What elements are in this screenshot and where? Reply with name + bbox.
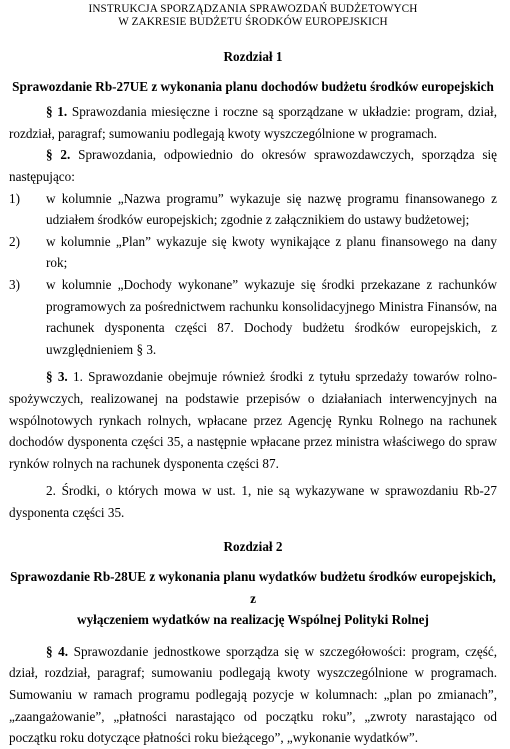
- section-3-sign: § 3.: [46, 369, 68, 385]
- section-3-p1-text: 1. Sprawozdanie obejmuje również środki z tytułu sprzedaży towarów rolno-spożywczych, realizowanej na podstawie przepisów o działaniach interwencyjnych na wspólnotowych rynkach rolnych, wpłacane przez Agencję Rynku Rolnego na rachunek dochodów dysponenta części 35, a następnie wpłacane przez ministra właściwego do spraw rynków rolnych na rachunek dysponenta części 87.: [9, 369, 498, 471]
- running-header: [9, 0, 497, 28]
- section-2-sign: § 2.: [46, 147, 71, 163]
- section-2-intro-text: Sprawozdania, odpowiednio do okresów sprawozdawczych, sporządza się następująco:: [9, 147, 498, 184]
- list-item-text: w kolumnie „Plan” wykazuje się kwoty wynikające z planu finansowego na dany rok;: [46, 233, 497, 271]
- chapter-1-title: Sprawozdanie Rb-27UE z wykonania planu dochodów budżetu środków europejskich: [12, 78, 494, 94]
- list-item: [9, 188, 497, 231]
- list-item-text: w kolumnie „Nazwa programu” wykazuje się nazwę programu finansowanego z udziałem środków europejskich; zgodnie z załącznikiem do ustawy budżetowej;: [46, 190, 497, 228]
- section-3-paragraph-1: [9, 366, 497, 474]
- section-2-intro: [9, 144, 497, 187]
- chapter-2-label: Rozdział 2: [223, 539, 283, 555]
- section-1-paragraph: [9, 101, 497, 144]
- section-3-paragraph-2: 2. Środki, o których mowa w ust. 1, nie są wykazywane w sprawozdaniu Rb-27 dysponenta części 35.: [9, 483, 497, 520]
- section-4-paragraph: [9, 641, 497, 749]
- list-item: [9, 274, 497, 360]
- section-1-sign: § 1.: [46, 104, 68, 120]
- chapter-2-title-line-2: wyłączeniem wydatków na realizację Wspólnej Polityki Rolnej: [77, 612, 429, 628]
- chapter-2-title: [9, 566, 497, 631]
- list-item-number: 3): [9, 276, 20, 292]
- section-4-sign: § 4.: [46, 643, 69, 659]
- section-1-text: Sprawozdania miesięczne i roczne są sporządzane w układzie: program, dział, rozdział, paragraf; sumowaniu podlegają kwoty wyszczególnione w programach.: [9, 104, 497, 141]
- list-item: [9, 231, 497, 274]
- chapter-2-title-line-1: Sprawozdanie Rb-28UE z wykonania planu wydatków budżetu środków europejskich, z: [10, 569, 496, 606]
- header-line-2: W ZAKRESIE BUDŻETU ŚRODKÓW EUROPEJSKICH: [118, 15, 388, 28]
- list-item-text: w kolumnie „Dochody wykonane” wykazuje się środki przekazane z rachunków programowych za pośrednictwem rachunku konsolidacyjnego Ministra Finansów, na rachunek dysponenta części 87. Dochody budżetu środków europejskich, z uwzględnieniem § 3.: [46, 276, 497, 357]
- list-item-number: 2): [9, 233, 20, 249]
- chapter-1-label: Rozdział 1: [223, 49, 283, 64]
- header-line-1: INSTRUKCJA SPORZĄDZANIA SPRAWOZDAŃ BUDŻETOWYCH: [88, 3, 418, 15]
- list-item-number: 1): [9, 190, 20, 206]
- section-4-text: Sprawozdanie jednostkowe sporządza się w szczegółowości: program, część, dział, rozdział, paragraf; sumowaniu podlegają kwoty wyszczególnione w programach. Sumowaniu w ramach programu podlegają pozycje w kolumnach: „plan po zmianach”, „zaangażowanie”, „płatności narastająco od początku roku”, „zwroty narastająco od początku roku dotyczące płatności roku bieżącego”, „wykonanie wydatków”.: [9, 643, 497, 746]
